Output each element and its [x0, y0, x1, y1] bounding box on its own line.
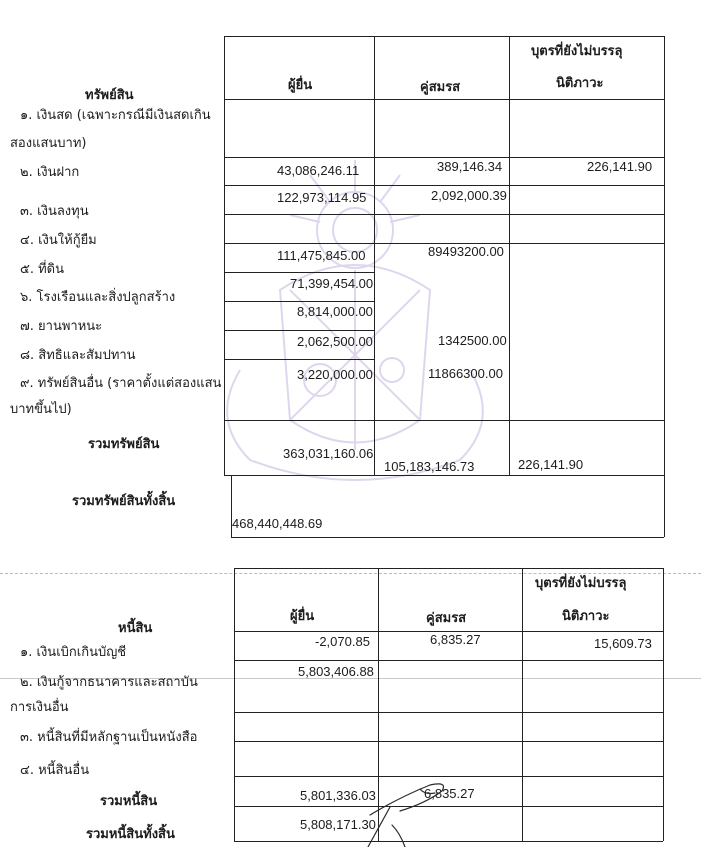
- liabilities-col-child-line2: นิติภาวะ: [562, 609, 610, 624]
- liability-row-label-cont: การเงินอื่น: [10, 700, 69, 715]
- liability-filer-value: 5,803,406.88: [298, 664, 374, 679]
- assets-total-filer: 363,031,160.06: [283, 446, 374, 461]
- asset-filer-value: 8,814,000.00: [297, 304, 373, 319]
- asset-child-value: 226,141.90: [587, 159, 653, 174]
- asset-filer-value: 71,399,454.00: [290, 276, 374, 291]
- asset-spouse-value: 89493200.00: [428, 244, 504, 259]
- liabilities-grand-label: รวมหนี้สินทั้งสิ้น: [86, 827, 175, 842]
- assets-col-child-line1: บุตรที่ยังไม่บรรลุ: [531, 44, 623, 59]
- asset-row-label-cont: สองแสนบาท): [10, 136, 87, 151]
- asset-spouse-value: 11866300.00: [428, 366, 503, 381]
- asset-row-label: ๗. ยานพาหนะ: [20, 319, 103, 334]
- liability-child-value: 15,609.73: [594, 636, 652, 651]
- assets-col-child-line2: นิติภาวะ: [556, 76, 604, 91]
- liability-row-label: ๔. หนี้สินอื่น: [20, 763, 90, 778]
- liabilities-col-filer: ผู้ยื่น: [290, 609, 315, 624]
- liability-spouse-value: 6,835.27: [430, 632, 481, 647]
- liability-row-label: ๓. หนี้สินที่มีหลักฐานเป็นหนังสือ: [20, 730, 198, 745]
- liabilities-total-label: รวมหนี้สิน: [100, 794, 158, 809]
- liabilities-col-spouse: คู่สมรส: [426, 611, 467, 626]
- asset-filer-value: 2,062,500.00: [297, 334, 373, 349]
- liability-row-label: ๒. เงินกู้จากธนาคารและสถาบัน: [20, 675, 198, 690]
- asset-filer-value: 122,973,114.95: [277, 190, 367, 205]
- asset-filer-value: 3,220,000.00: [297, 367, 373, 382]
- assets-section-label: ทรัพย์สิน: [85, 88, 134, 103]
- assets-col-spouse: คู่สมรส: [420, 80, 461, 95]
- asset-row-label-cont: บาทขึ้นไป): [10, 402, 72, 417]
- liability-filer-value: -2,070.85: [315, 634, 370, 649]
- asset-row-label: ๖. โรงเรือนและสิ่งปลูกสร้าง: [20, 290, 176, 305]
- asset-row-label: ๔. เงินให้กู้ยืม: [20, 233, 97, 248]
- asset-row-label: ๑. เงินสด (เฉพาะกรณีมีเงินสดเกิน: [20, 108, 211, 123]
- assets-total-label: รวมทรัพย์สิน: [88, 437, 160, 452]
- liabilities-total-spouse: 6,835.27: [424, 786, 475, 801]
- asset-spouse-value: 389,146.34: [437, 159, 503, 174]
- assets-grand-label: รวมทรัพย์สินทั้งสิ้น: [72, 494, 176, 509]
- asset-row-label: ๒. เงินฝาก: [20, 165, 80, 180]
- liabilities-col-child-line1: บุตรที่ยังไม่บรรลุ: [535, 576, 627, 591]
- liabilities-grand-value: 5,808,171.30: [300, 817, 376, 832]
- asset-filer-value: 43,086,246.11: [277, 163, 360, 178]
- asset-row-label: ๘. สิทธิและสัมปทาน: [20, 348, 136, 363]
- asset-row-label: ๓. เงินลงทุน: [20, 204, 89, 219]
- assets-col-filer: ผู้ยื่น: [288, 78, 313, 93]
- asset-row-label: ๕. ที่ดิน: [20, 262, 65, 277]
- liabilities-section-label: หนี้สิน: [118, 621, 153, 636]
- assets-total-spouse: 105,183,146.73: [384, 459, 475, 474]
- assets-grand-value: 468,440,448.69: [232, 516, 323, 531]
- asset-filer-value: 111,475,845.00: [277, 248, 366, 263]
- handwritten-signature: [330, 775, 490, 847]
- liabilities-total-filer: 5,801,336.03: [300, 788, 376, 803]
- asset-spouse-value: 2,092,000.39: [431, 188, 507, 203]
- liability-row-label: ๑. เงินเบิกเกินบัญชี: [20, 645, 127, 660]
- asset-spouse-value: 1342500.00: [438, 333, 507, 348]
- assets-total-child: 226,141.90: [518, 457, 584, 472]
- asset-row-label: ๙. ทรัพย์สินอื่น (ราคาตั้งแต่สองแสน: [20, 376, 222, 391]
